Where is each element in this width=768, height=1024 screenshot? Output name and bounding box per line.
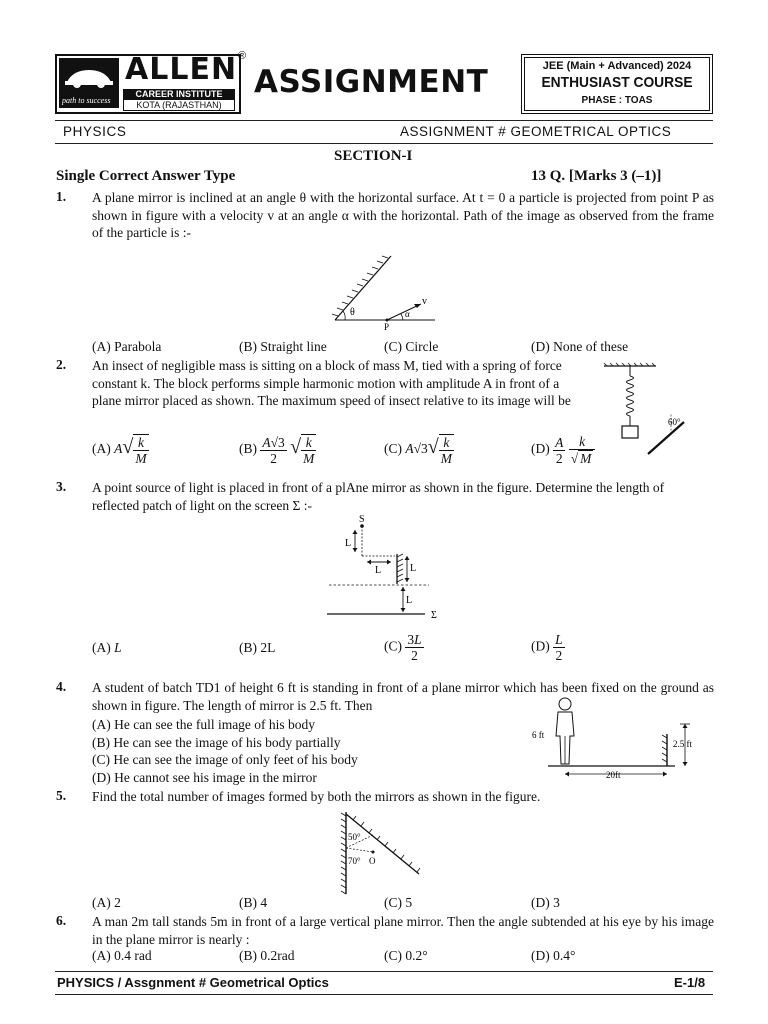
logo-line1: CAREER INSTITUTE <box>123 89 235 99</box>
page-title: ASSIGNMENT <box>254 64 489 100</box>
question-text: A student of batch TD1 of height 6 ft is standing in front of a plane mirror which has been fixed on the ground as shown in figure. The length of mirror is 2.5 ft. Then <box>92 680 714 713</box>
option-b: (B) $\frac{A√3}{2}$ √ $\frac{k}{M}$ <box>239 434 315 466</box>
option-c: (C) 0.2° <box>384 948 428 963</box>
allen-logo <box>55 54 241 114</box>
logo-line2: KOTA (RAJASTHAN) <box>123 99 235 111</box>
option-b: (B) 0.2rad <box>239 948 295 963</box>
car-logo-icon <box>59 58 119 108</box>
option-c: (C) 5 <box>384 895 413 910</box>
l-label-3: L <box>410 563 417 574</box>
sigma-label: Σ <box>431 610 437 621</box>
course-name: ENTHUSIAST COURSE <box>541 74 693 91</box>
section-marks: 13 Q. [Marks 3 (–1)] <box>531 168 662 184</box>
registered-mark: ® <box>238 50 247 62</box>
option-c: (C) A√3√ $\frac{k}{M}$ <box>384 435 453 466</box>
option-b: (B) 2L <box>239 640 276 655</box>
section-type: Single Correct Answer Type <box>56 168 236 184</box>
angle-label: 60° <box>668 417 681 427</box>
angle2-label: 70° <box>348 856 361 866</box>
logo-brand: ALLEN <box>125 52 238 87</box>
q4-figure <box>530 694 710 780</box>
course-phase: PHASE : TOAS <box>581 95 653 106</box>
question-number: 2. <box>56 357 67 372</box>
mirror-label: 2.5 ft <box>673 739 692 749</box>
option-a: (A) 0.4 rad <box>92 948 152 963</box>
course-exam: JEE (Main + Advanced) 2024 <box>542 60 692 72</box>
theta-label: θ <box>350 307 355 318</box>
logo-tagline: path to success <box>62 96 111 105</box>
height-label: 6 ft <box>532 730 545 740</box>
course-box <box>521 54 713 114</box>
option-a: (A) A√ $\frac{k}{M}$ <box>92 435 147 466</box>
option-a: (A) 2 <box>92 895 121 910</box>
option-b: (B) He can see the image of his body partially <box>92 735 341 750</box>
option-a: (A) L <box>92 640 122 655</box>
l-label-4: L <box>406 595 413 606</box>
l-label-2: L <box>375 565 382 576</box>
assignment-name: ASSIGNMENT # GEOMETRICAL OPTICS <box>400 124 672 139</box>
l-label-1: L <box>345 538 352 549</box>
option-c: (C) Circle <box>384 339 439 354</box>
option-d: (D) 3 <box>531 895 560 910</box>
option-d: (D) He cannot see his image in the mirror <box>92 770 317 785</box>
distance-label: 20ft <box>606 770 621 780</box>
question-number: 1. <box>56 189 67 204</box>
option-d: (D) $\frac{A}{2}$ $\frac{k}{√ M}$ <box>531 434 595 466</box>
option-c: (C) He can see the image of only feet of his body <box>92 752 358 767</box>
question-number: 5. <box>56 788 67 803</box>
q5-figure <box>333 808 433 896</box>
page-number: E-1/8 <box>674 975 706 990</box>
option-c: (C) $\frac{3L}{2}$ <box>384 632 422 663</box>
footer-title: PHYSICS / Assgnment # Geometrical Optics <box>57 975 329 990</box>
option-b: (B) 4 <box>239 895 268 910</box>
question-number: 3. <box>56 479 67 494</box>
subject-label: PHYSICS <box>63 124 127 139</box>
question-number: 6. <box>56 913 67 928</box>
source-label: S <box>359 514 365 525</box>
option-a: (A) Parabola <box>92 339 162 354</box>
alpha-label: α <box>405 309 410 319</box>
question-text: A point source of light is placed in front of a plAne mirror as shown in the figure. Determine the length of reflected patch of light on the screen Σ :- <box>92 480 665 513</box>
q2-figure <box>598 362 688 462</box>
option-d: (D) 0.4° <box>531 948 576 963</box>
o-label: O <box>369 856 376 866</box>
question-text: An insect of negligible mass is sitting on a block of mass M, tied with a spring of force constant k. The block performs simple harmonic motion with amplitude A in front of a plane mirror placed as shown. The maximum speed of insect relative to its image will be <box>92 358 571 408</box>
p-label: P <box>384 322 390 332</box>
option-d: (D) None of these <box>531 339 629 354</box>
option-d: (D) $\frac{L}{2}$ <box>531 632 563 663</box>
option-b: (B) Straight line <box>239 339 327 354</box>
section-title: SECTION-I <box>334 148 413 164</box>
question-number: 4. <box>56 679 67 694</box>
option-a: (A) He can see the full image of his body <box>92 717 316 732</box>
v-label: v <box>422 296 427 307</box>
question-text: A man 2m tall stands 5m in front of a large vertical plane mirror. Then the angle subtended at his eye by his image in the plane mirror is nearly : <box>92 914 714 947</box>
q1-figure <box>325 250 445 335</box>
question-text: Find the total number of images formed by both the mirrors as shown in the figure. <box>92 789 541 804</box>
angle1-label: 50° <box>348 832 361 842</box>
q3-figure <box>325 512 455 624</box>
question-text: A plane mirror is inclined at an angle θ with the horizontal surface. At t = 0 a particle is projected from point P as shown in figure with a velocity v at an angle α with the horizontal. Path of the image as observed from the frame of the particle is :- <box>92 190 714 240</box>
